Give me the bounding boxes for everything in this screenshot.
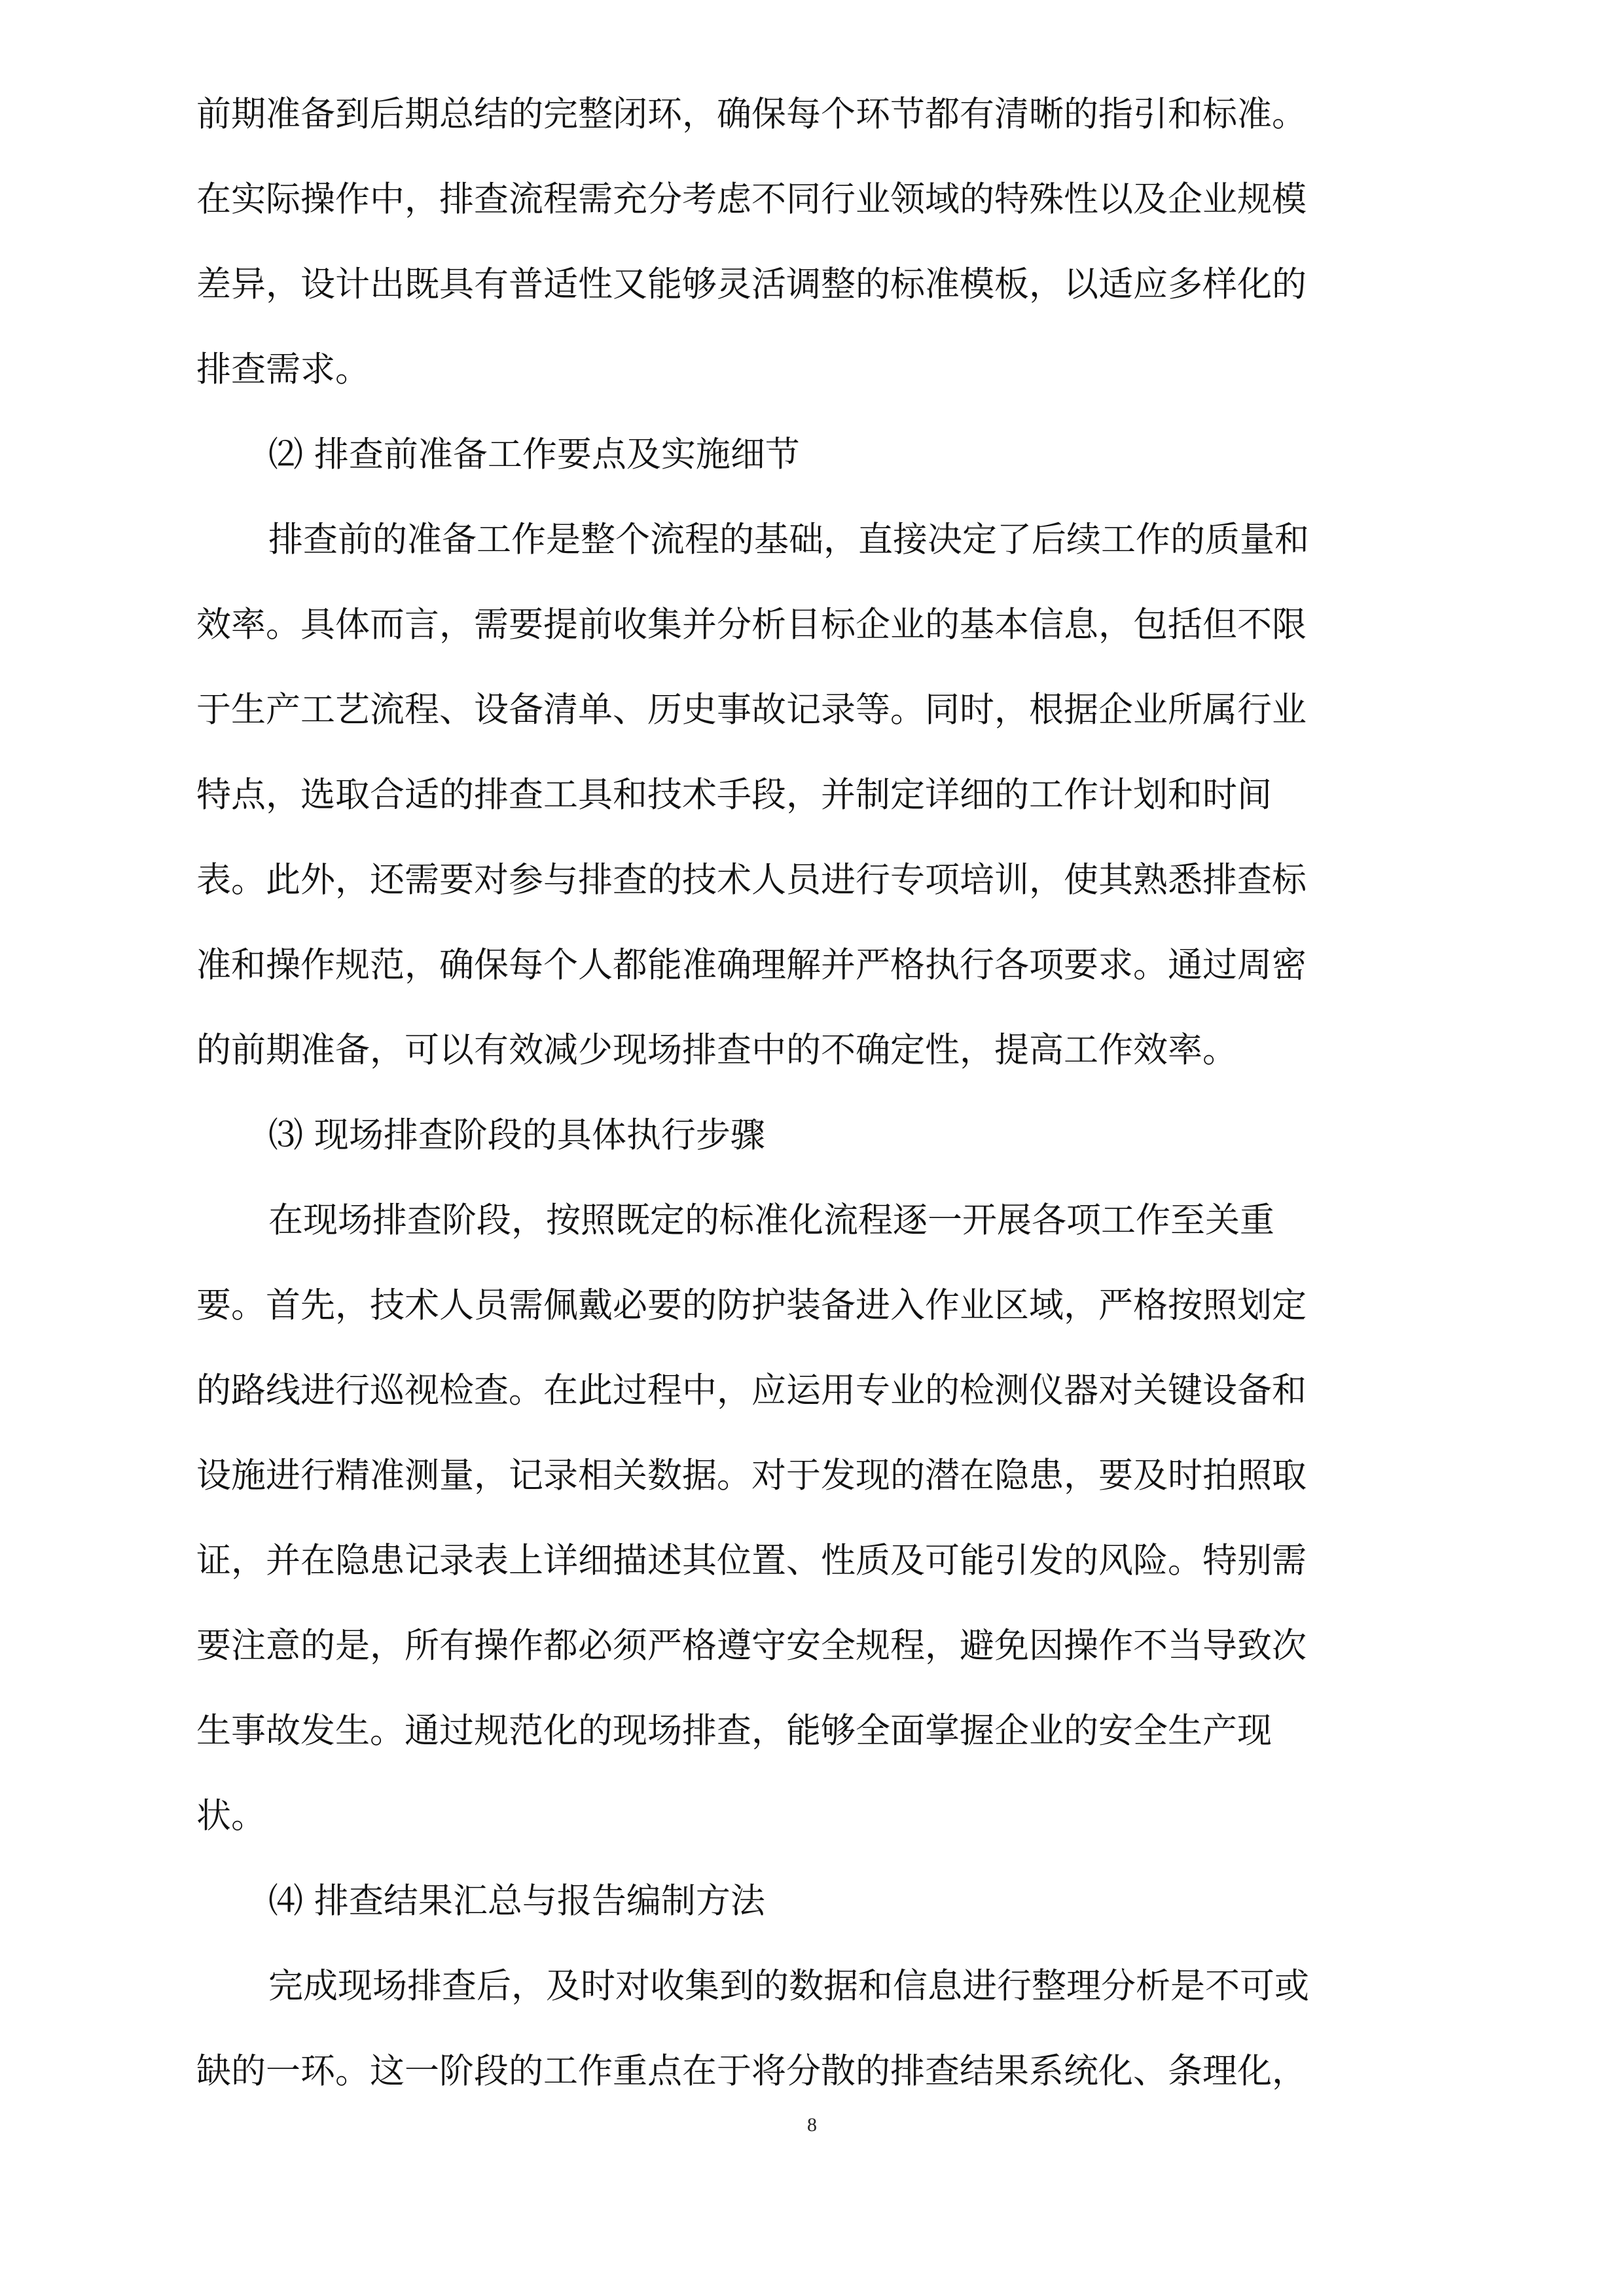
paragraph bbox=[196, 1178, 1427, 1859]
text-line: 生事故发生。通过规范化的现场排查，能够全面掌握企业的安全生产现 bbox=[196, 1711, 1272, 1751]
paragraph bbox=[196, 497, 1427, 1093]
text-line: 排查需求。 bbox=[196, 350, 370, 389]
text-line: 在现场排查阶段，按照既定的标准化流程逐一开展各项工作至关重 bbox=[268, 1200, 1274, 1240]
text-line: 表。此外，还需要对参与排查的技术人员进行专项培训，使其熟悉排查标 bbox=[196, 860, 1307, 900]
text-line: 证，并在隐患记录表上详细描述其位置、性质及可能引发的风险。特别需 bbox=[196, 1541, 1307, 1581]
text-line: 设施进行精准测量，记录相关数据。对于发现的潜在隐患，要及时拍照取 bbox=[196, 1456, 1307, 1496]
text-line: 要注意的是，所有操作都必须严格遵守安全规程，避免因操作不当导致次 bbox=[196, 1626, 1307, 1666]
document-body bbox=[196, 72, 1427, 2114]
text-line: 完成现场排查后，及时对收集到的数据和信息进行整理分析是不可或 bbox=[268, 1966, 1309, 2006]
text-line: 的前期准备，可以有效减少现场排查中的不确定性，提高工作效率。 bbox=[196, 1030, 1237, 1070]
text-line: 差异，设计出既具有普适性又能够灵活调整的标准模板，以适应多样化的 bbox=[196, 264, 1307, 304]
text-line: 前期准备到后期总结的完整闭环，确保每个环节都有清晰的指引和标准。 bbox=[196, 94, 1307, 134]
section-heading: ⑷ 排查结果汇总与报告编制方法 bbox=[268, 1881, 765, 1921]
text-line: 于生产工艺流程、设备清单、历史事故记录等。同时，根据企业所属行业 bbox=[196, 690, 1307, 730]
text-line: 的路线进行巡视检查。在此过程中，应运用专业的检测仪器对关键设备和 bbox=[196, 1371, 1307, 1410]
text-line: 准和操作规范，确保每个人都能准确理解并严格执行各项要求。通过周密 bbox=[196, 945, 1307, 985]
text-line: 在实际操作中，排查流程需充分考虑不同行业领域的特殊性以及企业规模 bbox=[196, 179, 1307, 219]
paragraph bbox=[196, 1944, 1427, 2114]
text-line: 排查前的准备工作是整个流程的基础，直接决定了后续工作的质量和 bbox=[268, 520, 1309, 560]
paragraph bbox=[196, 72, 1427, 412]
text-line: 要。首先，技术人员需佩戴必要的防护装备进入作业区域，严格按照划定 bbox=[196, 1285, 1307, 1325]
page-number: 8 bbox=[807, 2114, 817, 2136]
section-heading: ⑶ 现场排查阶段的具体执行步骤 bbox=[268, 1115, 765, 1155]
text-line: 特点，选取合适的排查工具和技术手段，并制定详细的工作计划和时间 bbox=[196, 775, 1272, 815]
text-line: 状。 bbox=[196, 1796, 266, 1836]
text-line: 缺的一环。这一阶段的工作重点在于将分散的排查结果系统化、条理化， bbox=[196, 2051, 1307, 2091]
section-heading: ⑵ 排查前准备工作要点及实施细节 bbox=[268, 435, 800, 475]
text-line: 效率。具体而言，需要提前收集并分析目标企业的基本信息，包括但不限 bbox=[196, 605, 1307, 645]
